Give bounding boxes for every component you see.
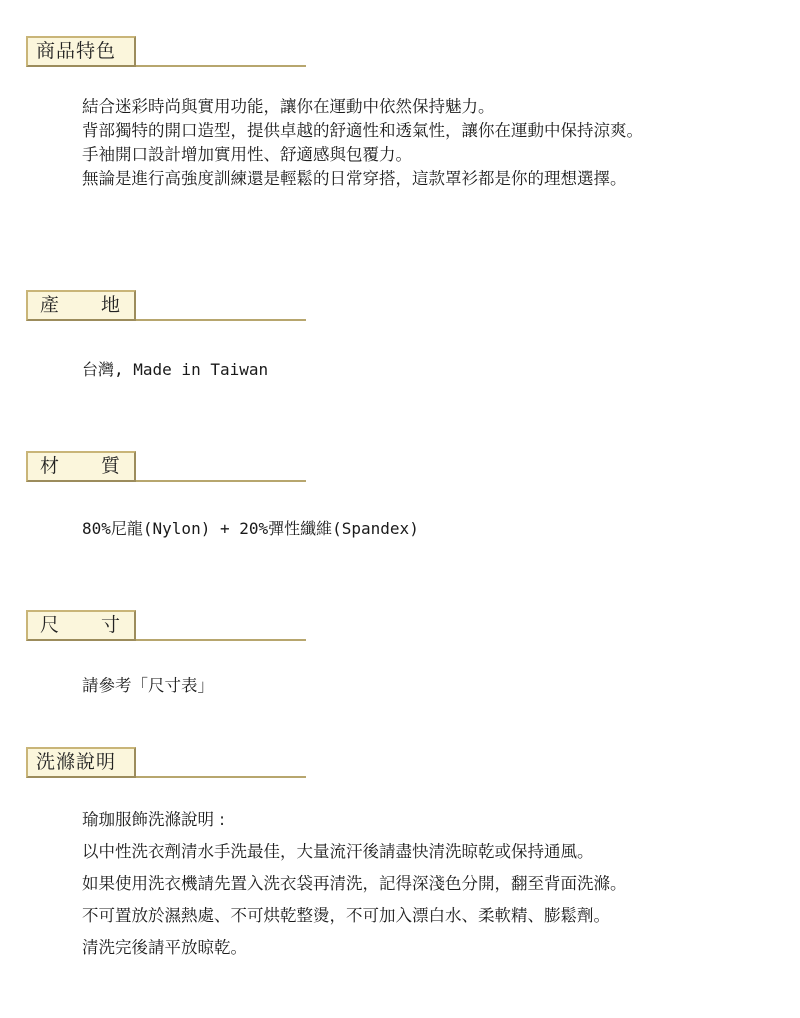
origin-section-header: [26, 290, 306, 323]
features-heading-rule: [136, 65, 306, 67]
material-text: 80%尼龍(Nylon) + 20%彈性纖維(Spandex): [82, 519, 419, 538]
features-line-2: 背部獨特的開口造型，提供卓越的舒適性和透氣性，讓你在運動中保持涼爽。: [82, 121, 643, 140]
material-heading-char-2: 質: [100, 455, 120, 477]
origin-text: 台灣, Made in Taiwan: [82, 360, 269, 379]
origin-heading-rule: [136, 319, 306, 321]
features-line-4: 無論是進行高強度訓練還是輕鬆的日常穿搭，這款罩衫都是你的理想選擇。: [82, 169, 627, 188]
washing-line-2: 以中性洗衣劑清水手洗最佳，大量流汗後請盡快清洗晾乾或保持通風。: [82, 842, 594, 861]
material-section-header: [26, 451, 306, 484]
material-heading-rule: [136, 480, 306, 482]
size-section-header: [26, 610, 306, 643]
features-heading: 商品特色: [26, 36, 136, 67]
washing-list: [82, 804, 794, 964]
size-heading: [26, 610, 136, 641]
origin-heading: [26, 290, 136, 321]
features-line-1: 結合迷彩時尚與實用功能，讓你在運動中依然保持魅力。: [82, 97, 495, 116]
material-heading-char-1: 材: [40, 455, 60, 477]
features-line-3: 手袖開口設計增加實用性、舒適感與包覆力。: [82, 145, 412, 164]
washing-heading-rule: [136, 776, 306, 778]
washing-line-1: 瑜珈服飾洗滌說明 :: [82, 810, 225, 829]
size-text: 請參考「尺寸表」: [82, 676, 214, 695]
washing-line-5: 清洗完後請平放晾乾。: [82, 938, 247, 957]
size-heading-char-2: 寸: [100, 614, 120, 636]
origin-heading-char-1: 產: [40, 294, 60, 316]
washing-heading: 洗滌說明: [26, 747, 136, 778]
washing-section-header: [26, 747, 306, 780]
size-heading-rule: [136, 639, 306, 641]
size-heading-char-1: 尺: [40, 614, 60, 636]
features-list: [82, 95, 794, 191]
origin-heading-char-2: 地: [100, 294, 120, 316]
features-section-header: [26, 36, 306, 69]
material-heading: [26, 451, 136, 482]
washing-line-4: 不可置放於濕熱處、不可烘乾整燙，不可加入漂白水、柔軟精、膨鬆劑。: [82, 906, 610, 925]
washing-line-3: 如果使用洗衣機請先置入洗衣袋再清洗，記得深淺色分開，翻至背面洗滌。: [82, 874, 627, 893]
